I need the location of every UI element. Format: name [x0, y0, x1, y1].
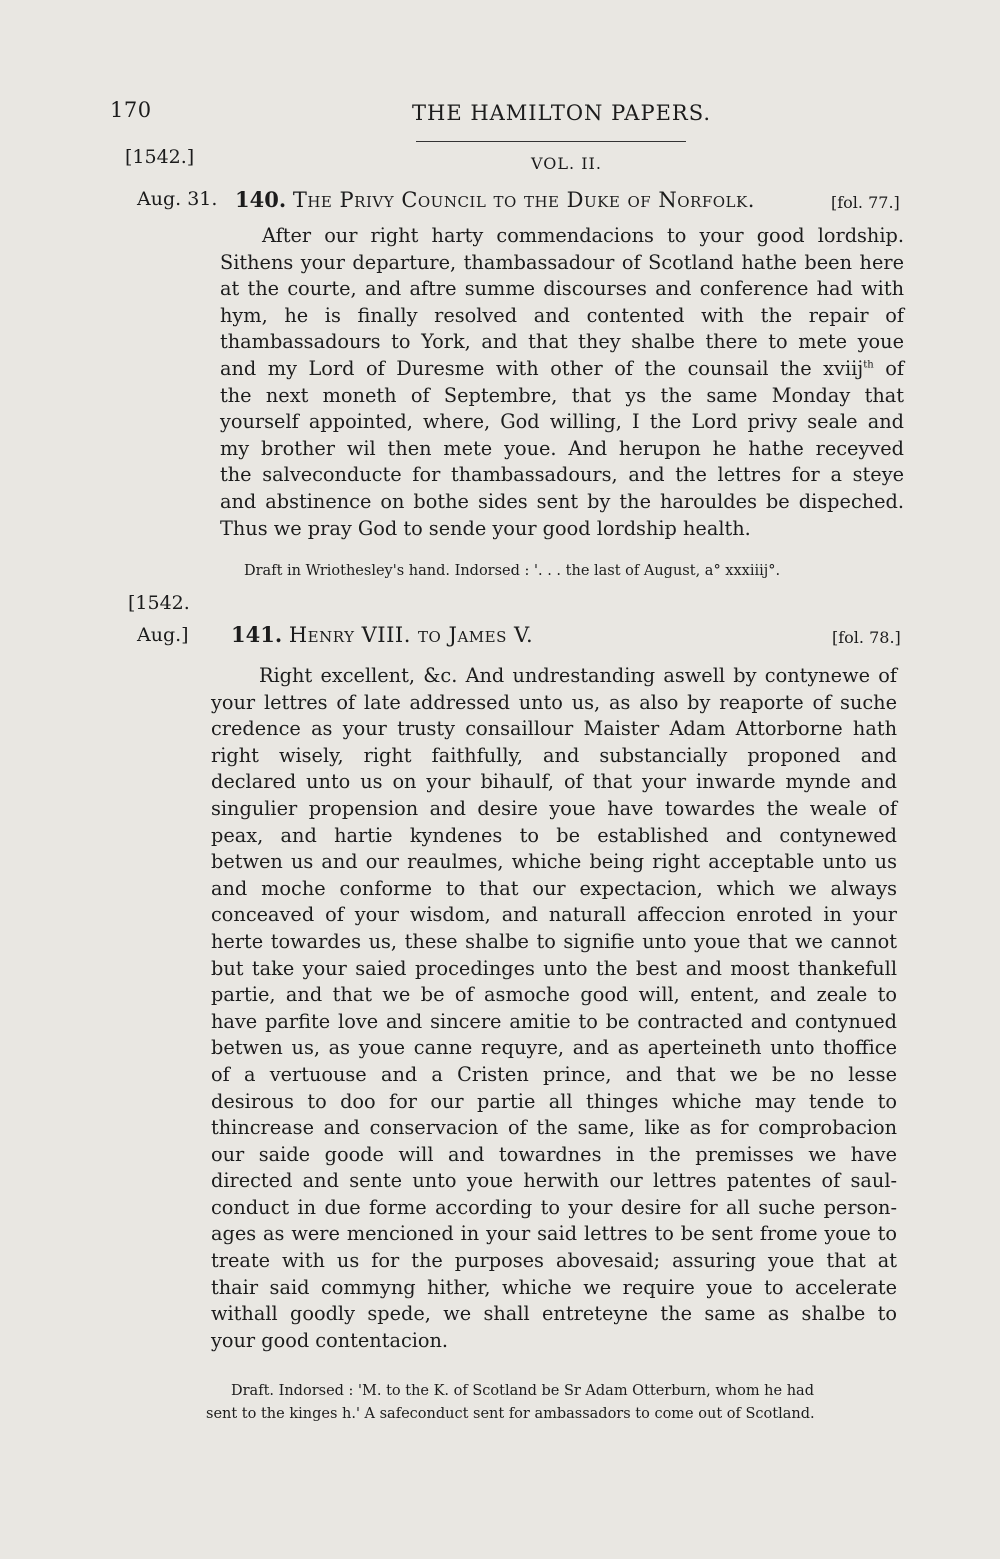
- body-line: declared unto us on your bihaulf, of that your inwarde mynde and: [211, 770, 897, 794]
- body-line: the next moneth of Septembre, that ys the same Monday that: [220, 383, 904, 407]
- body-line: and abstinence on bothe sides sent by the harouldes be dispeched.: [220, 489, 904, 513]
- body-line: but take your saied procedinges unto the best and moost thankefull: [211, 956, 897, 980]
- header-rule: [416, 141, 686, 142]
- entry-141-title: [231, 622, 533, 647]
- body-line: right wisely, right faithfully, and substancially proponed and: [211, 743, 897, 767]
- body-line: yourself appointed, where, God willing, I the Lord privy seale and: [220, 410, 904, 434]
- body-line: desirous to doo for our partie all thinges whiche may tende to: [211, 1089, 897, 1113]
- body-line: thair said commyng hither, whiche we require youe to accelerate: [211, 1275, 897, 1299]
- entry-140-body: [220, 223, 904, 542]
- body-line: our saide goode will and towardnes in the premisses we have: [211, 1142, 897, 1166]
- body-line: of a vertuouse and a Cristen prince, and that we be no lesse: [211, 1062, 897, 1086]
- volume-label: VOL. II.: [531, 154, 602, 173]
- body-line: peax, and hartie kyndenes to be established and contynewed: [211, 823, 897, 847]
- body-line: betwen us and our reaulmes, whiche being right acceptable unto us: [211, 850, 897, 874]
- entry-141-number: 141.: [231, 622, 283, 647]
- entry-140-date: Aug. 31.: [137, 188, 218, 210]
- body-line: treate with us for the purposes abovesaid; assuring youe that at: [211, 1249, 897, 1273]
- body-line: conduct in due forme according to your desire for all suche person-: [211, 1195, 897, 1219]
- running-title: THE HAMILTON PAPERS.: [412, 101, 712, 125]
- entry-140-heading: The Privy Council to the Duke of Norfolk.: [292, 188, 755, 212]
- entry-141-body: [211, 663, 897, 1354]
- entry-141-note-line-2: sent to the kinges h.' A safeconduct sent for ambassadors to come out of Scotland.: [206, 1406, 815, 1422]
- body-line: the salveconducte for thambassadours, and the lettres for a steye: [220, 463, 904, 487]
- body-line: conceaved of your wisdom, and naturall affeccion enroted in your: [211, 903, 897, 927]
- body-line: thambassadours to York, and that they shalbe there to mete youe: [220, 330, 904, 354]
- body-line: directed and sente unto youe herwith our lettres patentes of saul-: [211, 1169, 897, 1193]
- body-line: and moche conforme to that our expectacion, which we always: [211, 876, 897, 900]
- body-line: herte towardes us, these shalbe to signifie unto youe that we cannot: [211, 929, 897, 953]
- body-line: your good contentacion.: [211, 1328, 449, 1352]
- entry-141-folio: [fol. 78.]: [832, 628, 901, 647]
- body-line: my brother wil then mete youe. And herupon he hathe receyved: [220, 436, 904, 460]
- line-tail: of: [873, 356, 905, 380]
- body-line: partie, and that we be of asmoche good will, entent, and zeale to: [211, 983, 897, 1007]
- body-line: at the courte, and aftre summe discourses and conference had with: [220, 277, 904, 301]
- body-line: Thus we pray God to sende your good lordship health.: [220, 516, 751, 540]
- body-line: withall goodly spede, we shall entreteyne the same as shalbe to: [211, 1302, 897, 1326]
- entry-141-date: Aug.]: [137, 624, 189, 646]
- body-line: credence as your trusty consaillour Maister Adam Attorborne hath: [211, 717, 897, 741]
- entry-140-folio: [fol. 77.]: [831, 193, 900, 212]
- page-number: 170: [110, 98, 152, 122]
- body-line-with-superscript: [220, 356, 904, 383]
- superscript: th: [863, 359, 874, 371]
- year-bracket: [1542.]: [125, 146, 195, 168]
- body-line: thincrease and conservacion of the same, like as for comprobacion: [211, 1116, 897, 1140]
- body-line: Right excellent, &c. And undrestanding aswell by contynewe of: [259, 664, 897, 687]
- body-line: your lettres of late addressed unto us, as also by reaporte of suche: [211, 690, 897, 714]
- body-line: singulier propension and desire youe have towardes the weale of: [211, 796, 897, 820]
- entry-140-title: [235, 187, 755, 212]
- entry-140-note: Draft in Wriothesley's hand. Indorsed : '. . . the last of August, a° xxxiiij°.: [244, 563, 781, 579]
- entry-140-number: 140.: [235, 187, 287, 212]
- body-line: Sithens your departure, thambassadour of Scotland hathe been here: [220, 250, 904, 274]
- body-line: hym, he is finally resolved and contented with the repair of: [220, 303, 904, 327]
- line-text: and my Lord of Duresme with other of the counsail the xviij: [220, 356, 864, 380]
- entry-141-year: [1542.: [128, 592, 190, 614]
- entry-141-note-line-1: Draft. Indorsed : 'M. to the K. of Scotland be Sr Adam Otterburn, whom he had: [231, 1383, 814, 1399]
- body-line: betwen us, as youe canne requyre, and as aperteineth unto thoffice: [211, 1036, 897, 1060]
- body-line: After our right harty commendacions to your good lordship.: [262, 224, 904, 247]
- body-line: ages as were mencioned in your said lettres to be sent frome youe to: [211, 1222, 897, 1246]
- entry-141-heading: Henry VIII. to James V.: [288, 623, 534, 647]
- body-line: have parfite love and sincere amitie to be contracted and contynued: [211, 1009, 897, 1033]
